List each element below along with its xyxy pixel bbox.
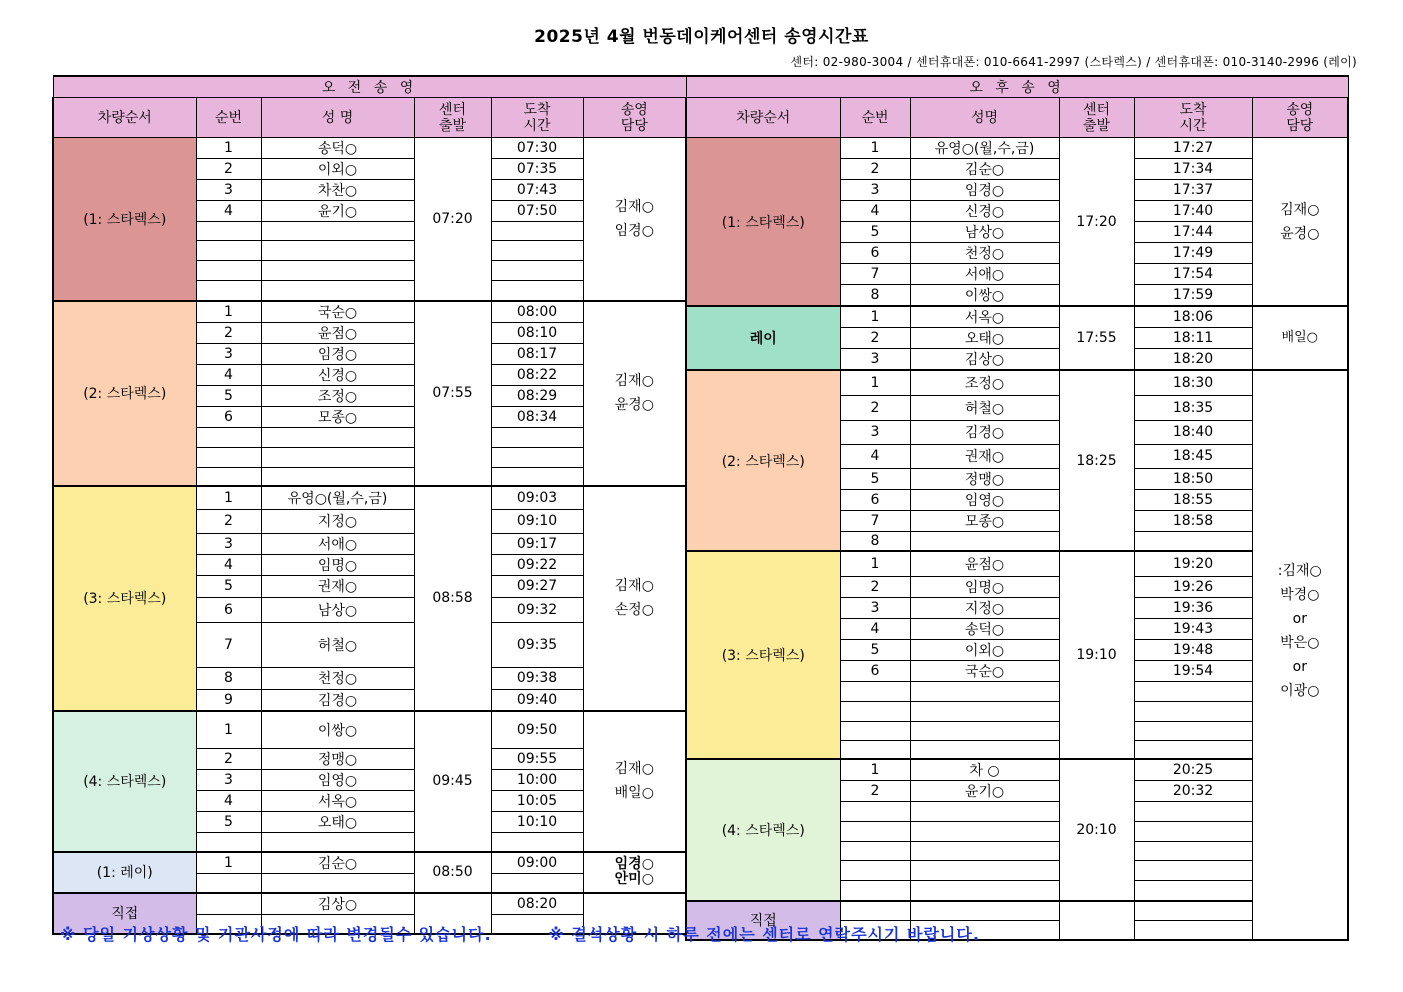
am-row-number: 1 (196, 486, 261, 509)
am-staff-cell: 김재○ 윤경○ (583, 301, 686, 487)
am-vehicle-group: (1: 스타렉스) (53, 138, 196, 301)
pm-passenger-name (910, 740, 1059, 759)
pm-row-number: 3 (840, 349, 910, 371)
am-row-number: 2 (196, 749, 261, 770)
am-row-number: 1 (196, 301, 261, 323)
am-row-number: 2 (196, 159, 261, 180)
pm-row (686, 759, 1348, 781)
pm-passenger-name (910, 861, 1059, 881)
am-row-number: 8 (196, 667, 261, 689)
am-passenger-name: 유영○(월,수,금) (261, 486, 414, 509)
am-passenger-name (261, 447, 414, 467)
pm-arrival-time: 18:11 (1134, 328, 1252, 349)
pm-arrival-time (1134, 921, 1252, 940)
am-row-number (196, 833, 261, 852)
am-passenger-name: 서옥○ (261, 791, 414, 812)
am-arrival-time: 08:20 (491, 893, 583, 915)
pm-arrival-time: 19:54 (1134, 660, 1252, 681)
pm-row-number: 7 (840, 510, 910, 531)
pm-passenger-name: 차 ○ (910, 759, 1059, 781)
am-arrival-time: 09:17 (491, 533, 583, 554)
pm-row-number: 5 (840, 639, 910, 660)
am-passenger-name: 오태○ (261, 812, 414, 833)
pm-passenger-name: 임영○ (910, 489, 1059, 510)
am-arrival-time: 08:00 (491, 301, 583, 323)
pm-row-number (840, 701, 910, 721)
am-row-number (196, 467, 261, 486)
am-passenger-name (261, 241, 414, 261)
am-arrival-time: 09:35 (491, 622, 583, 667)
am-row-number: 6 (196, 597, 261, 622)
contact-info: 센터: 02-980-3004 / 센터휴대폰: 010-6641-2997 (스타렉스) / 센터휴대폰: 010-3140-2996 (레이) (790, 55, 1357, 69)
pm-header-depart: 센터 출발 (1059, 98, 1134, 138)
pm-passenger-name: 오태○ (910, 328, 1059, 349)
am-row-number: 2 (196, 509, 261, 533)
am-passenger-name: 임명○ (261, 554, 414, 575)
am-passenger-name (261, 222, 414, 241)
pm-row-number: 6 (840, 243, 910, 264)
am-arrival-time: 07:50 (491, 201, 583, 222)
pm-arrival-time: 18:30 (1134, 370, 1252, 395)
pm-arrival-time: 18:40 (1134, 420, 1252, 444)
am-row-number: 6 (196, 406, 261, 427)
am-row-number (196, 241, 261, 261)
am-depart-time: 07:20 (414, 138, 491, 301)
pm-depart-time: 17:20 (1059, 138, 1134, 307)
pm-arrival-time: 19:43 (1134, 618, 1252, 639)
pm-vehicle-group: (1: 스타렉스) (686, 138, 840, 307)
am-header-name: 성 명 (261, 98, 414, 138)
am-arrival-time: 08:29 (491, 385, 583, 406)
am-row-number: 1 (196, 852, 261, 874)
pm-row-number: 7 (840, 264, 910, 285)
pm-row-number: 1 (840, 138, 910, 159)
pm-depart-time: 18:25 (1059, 370, 1134, 551)
pm-passenger-name: 조정○ (910, 370, 1059, 395)
am-row-number: 4 (196, 791, 261, 812)
pm-passenger-name: 남상○ (910, 222, 1059, 243)
pm-arrival-time: 19:36 (1134, 597, 1252, 618)
am-staff-cell: 김재○ 임경○ (583, 138, 686, 301)
am-arrival-time: 09:00 (491, 852, 583, 874)
pm-arrival-time (1134, 740, 1252, 759)
pm-arrival-time (1134, 802, 1252, 822)
pm-passenger-name: 윤점○ (910, 551, 1059, 576)
pm-arrival-time (1134, 901, 1252, 921)
pm-section-title: 오 후 송 영 (686, 76, 1348, 98)
pm-passenger-name (910, 842, 1059, 861)
pm-passenger-name: 정맹○ (910, 468, 1059, 489)
pm-header-vehicle: 차량순서 (686, 98, 840, 138)
pm-row-number (840, 740, 910, 759)
pm-row-number: 1 (840, 370, 910, 395)
pm-passenger-name (910, 822, 1059, 842)
am-row-number: 5 (196, 385, 261, 406)
am-passenger-name: 모종○ (261, 406, 414, 427)
am-arrival-time: 07:30 (491, 138, 583, 159)
pm-row-number: 6 (840, 489, 910, 510)
pm-arrival-time: 17:27 (1134, 138, 1252, 159)
pm-passenger-name: 윤기○ (910, 781, 1059, 802)
pm-arrival-time (1134, 861, 1252, 881)
pm-arrival-time: 18:20 (1134, 349, 1252, 371)
pm-depart-time: 17:55 (1059, 306, 1134, 370)
am-arrival-time: 09:50 (491, 711, 583, 749)
am-row-number: 2 (196, 322, 261, 343)
am-staff-cell: 임경○ 안미○ (583, 852, 686, 894)
pm-passenger-name: 허철○ (910, 395, 1059, 420)
pm-arrival-time: 17:34 (1134, 159, 1252, 180)
am-row-number (196, 873, 261, 893)
pm-arrival-time: 18:58 (1134, 510, 1252, 531)
pm-passenger-name (910, 881, 1059, 901)
pm-depart-time: 20:10 (1059, 759, 1134, 901)
am-vehicle-group: 직접 (53, 893, 196, 934)
pm-arrival-time: 18:45 (1134, 444, 1252, 468)
am-passenger-name: 김순○ (261, 852, 414, 874)
am-arrival-time: 10:05 (491, 791, 583, 812)
pm-arrival-time: 19:26 (1134, 576, 1252, 597)
pm-vehicle-group: 레이 (686, 306, 840, 370)
pm-passenger-name (910, 802, 1059, 822)
footer-notes (60, 922, 1030, 945)
am-passenger-name: 김상○ (261, 893, 414, 915)
am-row-number (196, 222, 261, 241)
am-passenger-name: 임경○ (261, 343, 414, 364)
pm-passenger-name: 지정○ (910, 597, 1059, 618)
am-arrival-time: 08:22 (491, 364, 583, 385)
pm-row-number: 4 (840, 618, 910, 639)
am-passenger-name: 이외○ (261, 159, 414, 180)
am-row-number: 9 (196, 689, 261, 711)
am-passenger-name (261, 873, 414, 893)
am-depart-time: 08:58 (414, 486, 491, 711)
am-row (53, 893, 686, 915)
absence-note: ※ 결석상황 시 하루 전에는 센터로 연락주시기 바랍니다. (548, 925, 980, 944)
pm-row-number: 3 (840, 597, 910, 618)
pm-passenger-name: 권재○ (910, 444, 1059, 468)
pm-row-number: 1 (840, 306, 910, 328)
am-depart-time: 07:55 (414, 301, 491, 487)
pm-passenger-name: 국순○ (910, 660, 1059, 681)
am-row (53, 852, 686, 874)
pm-vehicle-group: (4: 스타렉스) (686, 759, 840, 901)
am-passenger-name: 윤점○ (261, 322, 414, 343)
am-row (53, 301, 686, 323)
am-passenger-name: 권재○ (261, 575, 414, 597)
pm-vehicle-group: (3: 스타렉스) (686, 551, 840, 759)
pm-row-number: 8 (840, 531, 910, 551)
am-vehicle-group: (1: 레이) (53, 852, 196, 894)
pm-row-number (840, 681, 910, 701)
pm-row (686, 370, 1348, 395)
am-arrival-time: 09:22 (491, 554, 583, 575)
pm-row-number: 3 (840, 420, 910, 444)
pm-row (686, 551, 1348, 576)
pm-passenger-name (910, 531, 1059, 551)
pm-row-number: 1 (840, 759, 910, 781)
weather-note: ※ 당일 기상상황 및 기관사정에 따라 변경될수 있습니다. (60, 925, 492, 944)
pm-staff-cell: 김재○ 윤경○ (1252, 138, 1348, 307)
am-row-number: 3 (196, 180, 261, 201)
pm-passenger-name: 신경○ (910, 201, 1059, 222)
am-row-number: 1 (196, 711, 261, 749)
am-arrival-time: 10:00 (491, 770, 583, 791)
pm-row-number (840, 861, 910, 881)
am-depart-time: 08:50 (414, 852, 491, 894)
pm-arrival-time (1134, 881, 1252, 901)
pm-arrival-time (1134, 842, 1252, 861)
pm-row-number (840, 822, 910, 842)
am-arrival-time: 08:17 (491, 343, 583, 364)
pm-row-number: 2 (840, 159, 910, 180)
am-arrival-time: 07:35 (491, 159, 583, 180)
page-title: 2025년 4월 번동데이케어센터 송영시간표 (534, 27, 869, 47)
pm-vehicle-group: (2: 스타렉스) (686, 370, 840, 551)
am-arrival-time: 08:34 (491, 406, 583, 427)
am-arrival-time: 08:10 (491, 322, 583, 343)
pm-passenger-name: 송덕○ (910, 618, 1059, 639)
pm-row-number (840, 802, 910, 822)
pm-passenger-name: 이쌍○ (910, 285, 1059, 307)
am-row-number (196, 281, 261, 301)
am-arrival-time (491, 222, 583, 241)
am-vehicle-group: (2: 스타렉스) (53, 301, 196, 487)
pm-arrival-time (1134, 701, 1252, 721)
am-arrival-time (491, 427, 583, 447)
pm-section-row (686, 76, 1348, 98)
pm-arrival-time: 17:54 (1134, 264, 1252, 285)
am-passenger-name: 지정○ (261, 509, 414, 533)
am-passenger-name (261, 261, 414, 281)
pm-passenger-name (910, 681, 1059, 701)
pm-row-number: 2 (840, 781, 910, 802)
am-arrival-time (491, 261, 583, 281)
pm-arrival-time: 17:59 (1134, 285, 1252, 307)
am-header-row (53, 98, 686, 138)
am-passenger-name: 임영○ (261, 770, 414, 791)
am-row-number: 3 (196, 343, 261, 364)
pm-arrival-time (1134, 531, 1252, 551)
am-passenger-name: 정맹○ (261, 749, 414, 770)
pm-passenger-name: 서옥○ (910, 306, 1059, 328)
am-header-staff: 송영 담당 (583, 98, 686, 138)
pm-row-number (840, 901, 910, 921)
pm-passenger-name (910, 901, 1059, 921)
am-row-number: 4 (196, 201, 261, 222)
pm-passenger-name: 김상○ (910, 349, 1059, 371)
am-row-number: 3 (196, 533, 261, 554)
am-row-number: 5 (196, 575, 261, 597)
am-passenger-name (261, 281, 414, 301)
pm-row (686, 138, 1348, 159)
pm-arrival-time: 18:55 (1134, 489, 1252, 510)
am-arrival-time: 07:43 (491, 180, 583, 201)
pm-arrival-time: 17:40 (1134, 201, 1252, 222)
pm-passenger-name: 천정○ (910, 243, 1059, 264)
pm-shared-staff-cell: :김재○ 박경○ or 박은○ or 이광○ (1252, 370, 1348, 940)
pm-header-order: 순번 (840, 98, 910, 138)
pm-row-number (840, 842, 910, 861)
pm-arrival-time: 18:50 (1134, 468, 1252, 489)
am-header-depart: 센터 출발 (414, 98, 491, 138)
pm-header-arrive: 도착 시간 (1134, 98, 1252, 138)
pm-row-number: 3 (840, 180, 910, 201)
am-row-number: 4 (196, 554, 261, 575)
am-arrival-time: 09:10 (491, 509, 583, 533)
am-passenger-name (261, 467, 414, 486)
am-passenger-name: 조정○ (261, 385, 414, 406)
am-header-vehicle: 차량순서 (53, 98, 196, 138)
am-arrival-time (491, 281, 583, 301)
am-passenger-name: 김경○ (261, 689, 414, 711)
am-arrival-time: 09:40 (491, 689, 583, 711)
am-row (53, 711, 686, 749)
pm-row-number: 2 (840, 576, 910, 597)
am-schedule-table (52, 75, 687, 935)
am-header-arrive: 도착 시간 (491, 98, 583, 138)
am-header-order: 순번 (196, 98, 261, 138)
am-row-number: 7 (196, 622, 261, 667)
am-passenger-name: 이쌍○ (261, 711, 414, 749)
pm-header-row (686, 98, 1348, 138)
am-arrival-time (491, 833, 583, 852)
pm-staff-cell: 배일○ (1252, 306, 1348, 370)
pm-row (686, 901, 1348, 921)
am-row-number (196, 427, 261, 447)
am-row-number: 5 (196, 812, 261, 833)
pm-row-number: 6 (840, 660, 910, 681)
am-arrival-time (491, 241, 583, 261)
pm-arrival-time (1134, 681, 1252, 701)
pm-arrival-time: 18:35 (1134, 395, 1252, 420)
am-arrival-time: 09:27 (491, 575, 583, 597)
am-arrival-time: 09:38 (491, 667, 583, 689)
am-passenger-name: 허철○ (261, 622, 414, 667)
pm-passenger-name: 서애○ (910, 264, 1059, 285)
am-passenger-name (261, 833, 414, 852)
pm-arrival-time: 17:44 (1134, 222, 1252, 243)
pm-row-number: 5 (840, 222, 910, 243)
pm-depart-time (1059, 901, 1134, 940)
pm-arrival-time: 20:25 (1134, 759, 1252, 781)
pm-passenger-name: 모종○ (910, 510, 1059, 531)
am-arrival-time (491, 467, 583, 486)
pm-passenger-name: 유영○(월,수,금) (910, 138, 1059, 159)
pm-vehicle-group: 직접 (686, 901, 840, 940)
pm-arrival-time (1134, 822, 1252, 842)
am-row-number (196, 893, 261, 915)
am-section-row (53, 76, 686, 98)
pm-row-number: 5 (840, 468, 910, 489)
am-section-title: 오 전 송 영 (53, 76, 686, 98)
am-vehicle-group: (3: 스타렉스) (53, 486, 196, 711)
am-vehicle-group: (4: 스타렉스) (53, 711, 196, 852)
am-row-number (196, 447, 261, 467)
pm-arrival-time: 20:32 (1134, 781, 1252, 802)
pm-arrival-time (1134, 721, 1252, 740)
am-passenger-name: 천정○ (261, 667, 414, 689)
pm-arrival-time: 17:49 (1134, 243, 1252, 264)
pm-passenger-name: 김경○ (910, 420, 1059, 444)
am-passenger-name: 서애○ (261, 533, 414, 554)
pm-passenger-name: 임경○ (910, 180, 1059, 201)
am-arrival-time: 10:10 (491, 812, 583, 833)
pm-row-number: 8 (840, 285, 910, 307)
am-row (53, 138, 686, 159)
pm-row-number: 2 (840, 328, 910, 349)
pm-passenger-name (910, 701, 1059, 721)
am-arrival-time: 09:55 (491, 749, 583, 770)
am-staff-cell: 김재○ 손정○ (583, 486, 686, 711)
pm-passenger-name: 임명○ (910, 576, 1059, 597)
pm-row-number (840, 721, 910, 740)
am-row-number: 1 (196, 138, 261, 159)
am-passenger-name: 윤기○ (261, 201, 414, 222)
am-arrival-time: 09:03 (491, 486, 583, 509)
pm-arrival-time: 19:48 (1134, 639, 1252, 660)
pm-schedule-table (685, 75, 1349, 941)
am-row-number: 4 (196, 364, 261, 385)
am-depart-time: 09:45 (414, 711, 491, 852)
pm-row (686, 306, 1348, 328)
am-passenger-name: 국순○ (261, 301, 414, 323)
pm-row-number: 2 (840, 395, 910, 420)
pm-arrival-time: 19:20 (1134, 551, 1252, 576)
am-passenger-name: 신경○ (261, 364, 414, 385)
pm-arrival-time: 17:37 (1134, 180, 1252, 201)
pm-row-number: 4 (840, 201, 910, 222)
pm-row-number: 1 (840, 551, 910, 576)
pm-row-number: 4 (840, 444, 910, 468)
am-arrival-time (491, 873, 583, 893)
am-row (53, 486, 686, 509)
am-passenger-name: 남상○ (261, 597, 414, 622)
am-arrival-time: 09:32 (491, 597, 583, 622)
pm-passenger-name: 김순○ (910, 159, 1059, 180)
am-passenger-name: 차찬○ (261, 180, 414, 201)
am-row-number: 3 (196, 770, 261, 791)
pm-header-name: 성명 (910, 98, 1059, 138)
pm-row-number (840, 881, 910, 901)
am-staff-cell: 김재○ 배일○ (583, 711, 686, 852)
am-arrival-time (491, 447, 583, 467)
pm-header-staff: 송영 담당 (1252, 98, 1348, 138)
am-passenger-name (261, 427, 414, 447)
pm-passenger-name (910, 721, 1059, 740)
pm-depart-time: 19:10 (1059, 551, 1134, 759)
pm-arrival-time: 18:06 (1134, 306, 1252, 328)
am-row-number (196, 261, 261, 281)
am-passenger-name: 송덕○ (261, 138, 414, 159)
pm-passenger-name: 이외○ (910, 639, 1059, 660)
